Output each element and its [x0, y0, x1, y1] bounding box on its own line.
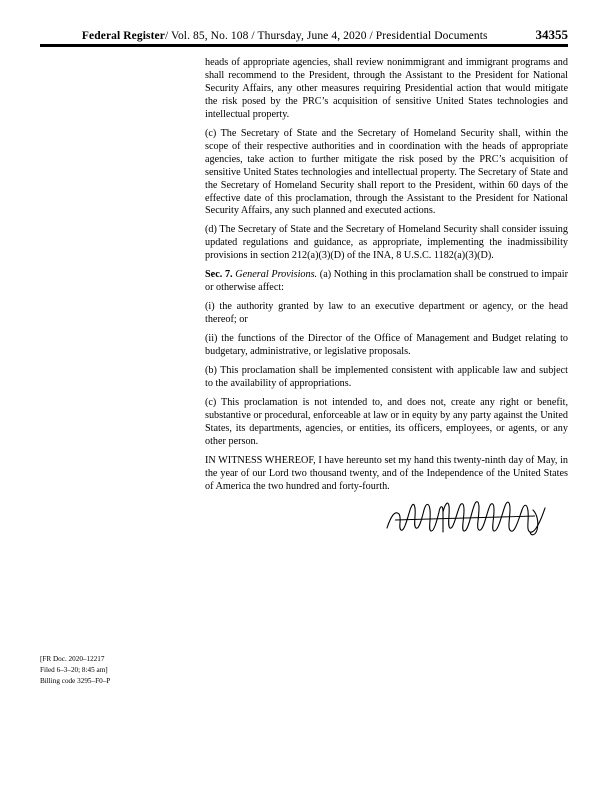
paragraph-d: (d) The Secretary of State and the Secretary of Homeland Security shall consider issuing updated regulations and guidance, as appropriate, implementing the inadmissibility provisions in section 212(a)(3)(D) of the INA, 8 U.S.C. 1182(a)(3)(D). — [205, 224, 568, 262]
paragraph-c2: (c) This proclamation is not intended to, and does not, create any right or benefit, substantive or procedural, enforceable at law or in equity by any party against the United States, its departments, agencies, or entities, its officers, employees, or agents, or any other person. — [205, 396, 568, 447]
paragraph-b2: (b) This proclamation shall be implemented consistent with applicable law and subject to the availability of appropriations. — [205, 365, 568, 389]
document-footer-info — [40, 654, 110, 687]
body-column — [205, 57, 568, 494]
citation-text: / Vol. 85, No. 108 / Thursday, June 4, 2020 / Presidential Documents — [164, 30, 488, 42]
signature-icon — [385, 490, 555, 550]
signature-donald-j-trump — [385, 490, 555, 550]
header-rule — [40, 44, 568, 47]
paragraph-c: (c) The Secretary of State and the Secretary of Homeland Security shall, within the scope of their respective authorities and in coordination with the heads of appropriate agencies, take action to further mitigate the risk posed by the PRC’s acquisition of sensitive United States technologies and intellectual property. The Secretary of State and the Secretary of Homeland Security shall report to the President, within 60 days of the effective date of this proclamation, through the Assistant to the President for National Security Affairs, any such planned and executed actions. — [205, 127, 568, 217]
subparagraph-ii: (ii) the functions of the Director of the Office of Management and Budget relating to budgetary, administrative, or legislative proposals. — [205, 333, 568, 358]
publication-title: Federal Register — [81, 30, 165, 42]
page-header — [40, 27, 568, 43]
fr-doc-number: [FR Doc. 2020–12217 — [40, 655, 105, 663]
header-citation — [40, 30, 530, 42]
page-number: 34355 — [535, 27, 568, 42]
section-number: Sec. 7. — [205, 269, 233, 281]
filed-date: Filed 6–3–20; 8:45 am] — [40, 666, 108, 675]
section-7-heading — [205, 269, 568, 295]
paragraph-continuation: heads of appropriate agencies, shall review nonimmigrant and immigrant programs and shall recommend to the President, through the Assistant to the President for National Security Affairs, any other measures requiring Presidential action that would mitigate the risk posed by the PRC’s acquisition of sensitive United States technologies and intellectual property. — [205, 57, 568, 120]
section-7-text: (a) Nothing in this proclamation shall be construed to impair or otherwise affect: — [205, 269, 569, 294]
subparagraph-i: (i) the authority granted by law to an executive department or agency, or the head thereof; or — [205, 301, 568, 326]
section-title: General Provisions. — [235, 269, 318, 281]
witness-clause: IN WITNESS WHEREOF, I have hereunto set my hand this twenty-ninth day of May, in the year of our Lord two thousand twenty, and of the Independence of the United States of America the two hundred and forty-fourth. — [205, 454, 568, 492]
billing-code: Billing code 3295–F0–P — [40, 677, 111, 686]
